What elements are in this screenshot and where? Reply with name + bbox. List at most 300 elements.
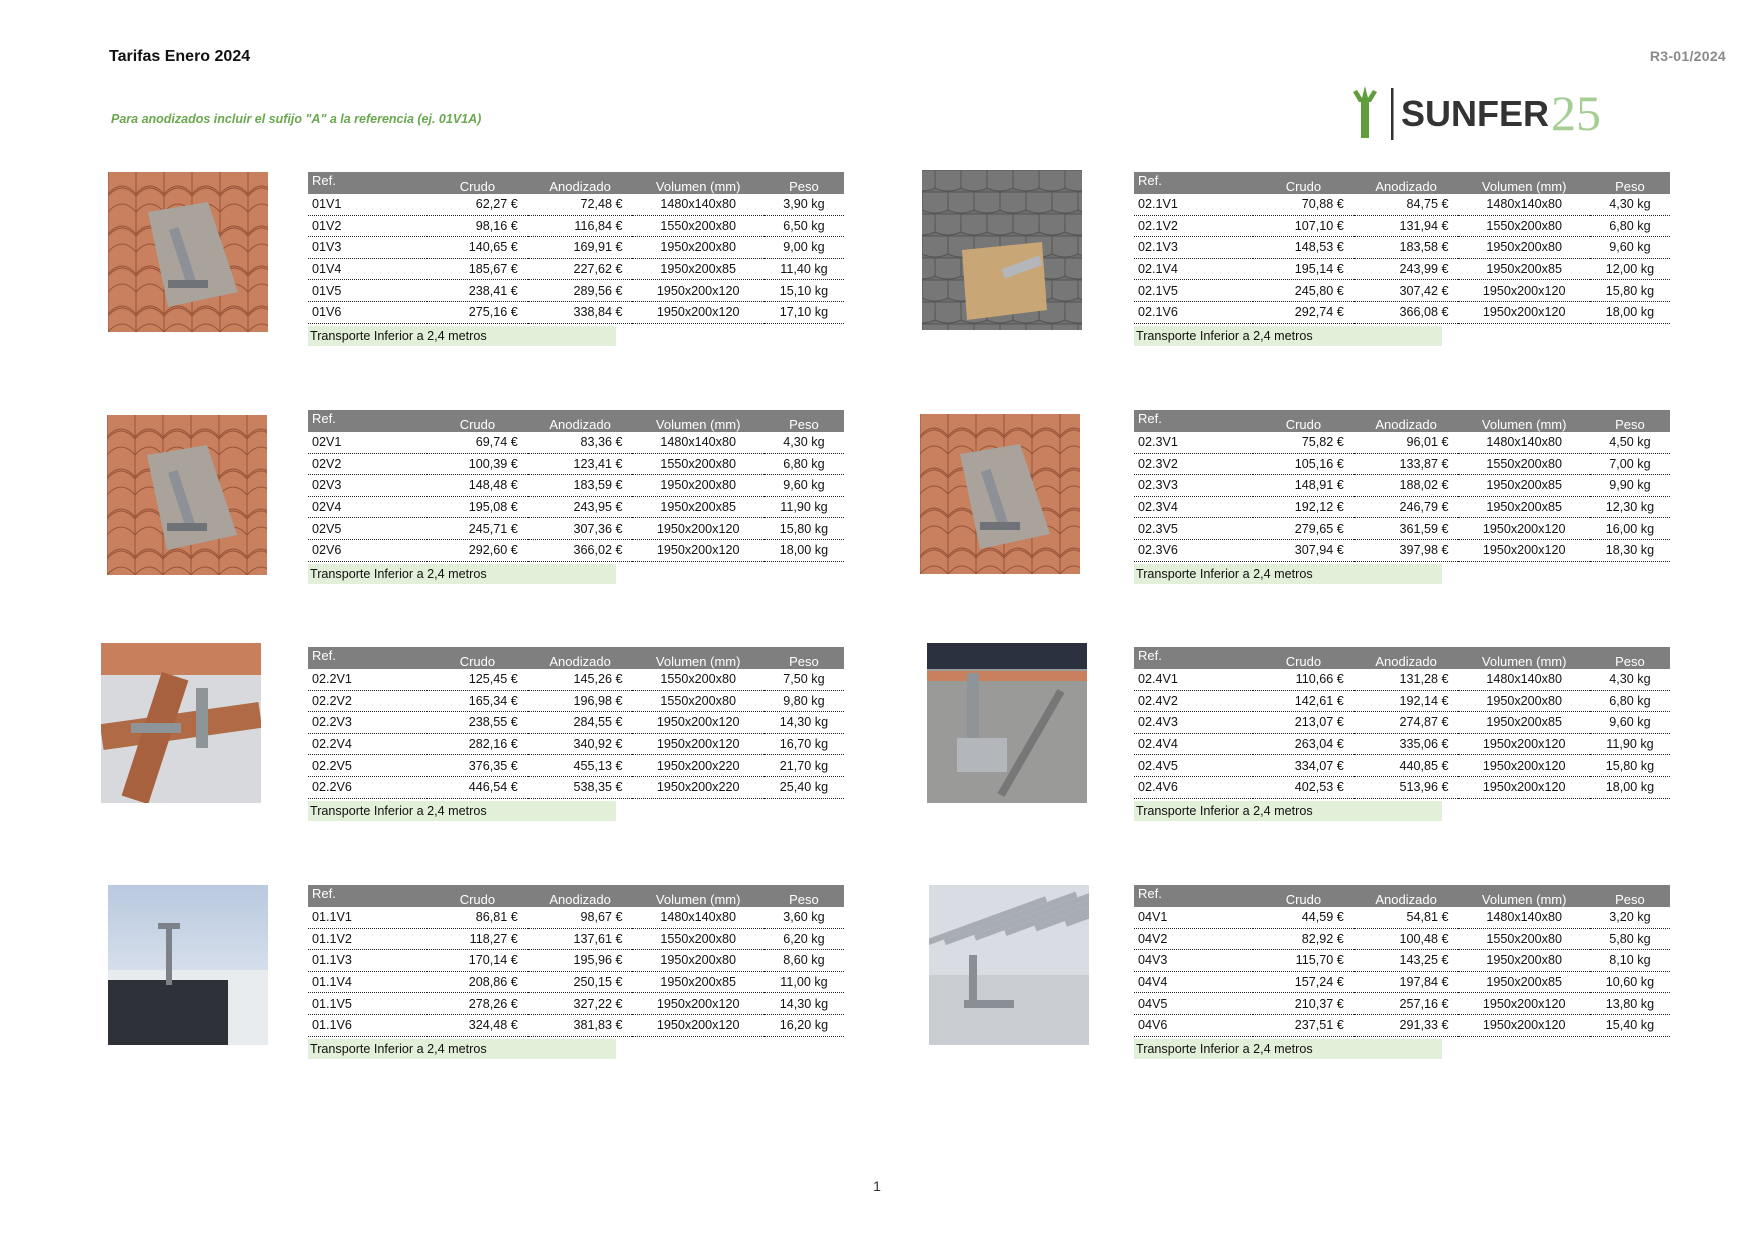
cell-volumen: 1480x140x80 bbox=[632, 907, 763, 928]
cell-ref: 02.3V3 bbox=[1134, 475, 1253, 497]
cell-crudo: 446,54 € bbox=[427, 776, 528, 798]
table-row bbox=[1134, 518, 1670, 540]
cell-anodizado: 538,35 € bbox=[528, 776, 633, 798]
cell-volumen: 1950x200x120 bbox=[1458, 301, 1589, 323]
svg-text:25: 25 bbox=[1551, 85, 1601, 141]
cell-anodizado: 440,85 € bbox=[1354, 755, 1459, 777]
cell-volumen: 1950x200x80 bbox=[632, 950, 763, 972]
col-header-volumen: Volumen (mm) bbox=[1458, 647, 1589, 669]
col-header-peso: Peso bbox=[1590, 172, 1670, 194]
cell-peso: 16,70 kg bbox=[764, 733, 844, 755]
col-header-volumen: Volumen (mm) bbox=[632, 410, 763, 432]
cell-anodizado: 307,36 € bbox=[528, 518, 633, 540]
cell-peso: 11,00 kg bbox=[764, 971, 844, 993]
cell-ref: 01.1V4 bbox=[308, 971, 427, 993]
transport-note: Transporte Inferior a 2,4 metros bbox=[1134, 1039, 1442, 1059]
cell-anodizado: 284,55 € bbox=[528, 712, 633, 734]
cell-ref: 02V6 bbox=[308, 539, 427, 561]
cell-crudo: 148,53 € bbox=[1253, 237, 1354, 259]
cell-peso: 18,30 kg bbox=[1590, 539, 1670, 561]
cell-peso: 8,60 kg bbox=[764, 950, 844, 972]
cell-peso: 9,60 kg bbox=[1590, 237, 1670, 259]
cell-anodizado: 123,41 € bbox=[528, 453, 633, 475]
table-row bbox=[308, 475, 844, 497]
cell-volumen: 1550x200x80 bbox=[1458, 928, 1589, 950]
transport-note: Transporte Inferior a 2,4 metros bbox=[308, 326, 616, 346]
cell-ref: 02V2 bbox=[308, 453, 427, 475]
price-table bbox=[308, 410, 844, 562]
cell-volumen: 1550x200x80 bbox=[632, 215, 763, 237]
cell-peso: 11,90 kg bbox=[764, 496, 844, 518]
table-row bbox=[308, 518, 844, 540]
col-header-anodizado: Anodizado bbox=[1354, 172, 1459, 194]
cell-crudo: 69,74 € bbox=[427, 432, 528, 453]
table-row bbox=[308, 690, 844, 712]
col-header-crudo: Crudo bbox=[427, 647, 528, 669]
table-row bbox=[308, 280, 844, 302]
cell-ref: 01V4 bbox=[308, 258, 427, 280]
col-header-volumen: Volumen (mm) bbox=[632, 647, 763, 669]
cell-volumen: 1950x200x85 bbox=[1458, 475, 1589, 497]
table-row bbox=[1134, 215, 1670, 237]
table-header-row bbox=[1134, 885, 1670, 907]
cell-ref: 02V3 bbox=[308, 475, 427, 497]
col-header-peso: Peso bbox=[1590, 885, 1670, 907]
cell-crudo: 292,60 € bbox=[427, 539, 528, 561]
cell-crudo: 238,41 € bbox=[427, 280, 528, 302]
cell-crudo: 105,16 € bbox=[1253, 453, 1354, 475]
cell-ref: 04V1 bbox=[1134, 907, 1253, 928]
cell-peso: 3,20 kg bbox=[1590, 907, 1670, 928]
cell-volumen: 1950x200x120 bbox=[632, 733, 763, 755]
price-table bbox=[308, 172, 844, 324]
cell-volumen: 1550x200x80 bbox=[632, 690, 763, 712]
transport-note: Transporte Inferior a 2,4 metros bbox=[1134, 801, 1442, 821]
table-row bbox=[1134, 669, 1670, 690]
cell-volumen: 1950x200x120 bbox=[632, 993, 763, 1015]
cell-volumen: 1950x200x120 bbox=[1458, 518, 1589, 540]
cell-crudo: 245,71 € bbox=[427, 518, 528, 540]
col-header-crudo: Crudo bbox=[427, 885, 528, 907]
table-row bbox=[308, 432, 844, 453]
col-header-anodizado: Anodizado bbox=[528, 885, 633, 907]
cell-volumen: 1950x200x120 bbox=[632, 280, 763, 302]
cell-crudo: 208,86 € bbox=[427, 971, 528, 993]
cell-anodizado: 96,01 € bbox=[1354, 432, 1459, 453]
cell-anodizado: 250,15 € bbox=[528, 971, 633, 993]
col-header-peso: Peso bbox=[764, 647, 844, 669]
cell-peso: 7,00 kg bbox=[1590, 453, 1670, 475]
flat-roof-rail-photo bbox=[929, 885, 1089, 1045]
col-header-anodizado: Anodizado bbox=[1354, 647, 1459, 669]
cell-volumen: 1950x200x120 bbox=[1458, 755, 1589, 777]
cell-ref: 04V3 bbox=[1134, 950, 1253, 972]
cell-peso: 11,40 kg bbox=[764, 258, 844, 280]
cell-anodizado: 243,99 € bbox=[1354, 258, 1459, 280]
cell-peso: 14,30 kg bbox=[764, 993, 844, 1015]
table-row bbox=[1134, 690, 1670, 712]
cell-crudo: 170,14 € bbox=[427, 950, 528, 972]
cell-anodizado: 84,75 € bbox=[1354, 194, 1459, 215]
cell-volumen: 1950x200x80 bbox=[632, 475, 763, 497]
cell-peso: 18,00 kg bbox=[764, 539, 844, 561]
cell-anodizado: 169,91 € bbox=[528, 237, 633, 259]
cell-volumen: 1950x200x120 bbox=[632, 1014, 763, 1036]
cell-anodizado: 183,59 € bbox=[528, 475, 633, 497]
cell-volumen: 1950x200x85 bbox=[1458, 258, 1589, 280]
cell-peso: 15,80 kg bbox=[764, 518, 844, 540]
cell-volumen: 1950x200x120 bbox=[632, 539, 763, 561]
table-row bbox=[1134, 1014, 1670, 1036]
cell-crudo: 62,27 € bbox=[427, 194, 528, 215]
col-header-volumen: Volumen (mm) bbox=[1458, 172, 1589, 194]
cell-crudo: 195,14 € bbox=[1253, 258, 1354, 280]
table-row bbox=[1134, 755, 1670, 777]
transport-note: Transporte Inferior a 2,4 metros bbox=[308, 801, 616, 821]
cell-peso: 4,50 kg bbox=[1590, 432, 1670, 453]
cell-peso: 25,40 kg bbox=[764, 776, 844, 798]
table-row bbox=[308, 993, 844, 1015]
col-header-peso: Peso bbox=[764, 172, 844, 194]
cell-peso: 12,00 kg bbox=[1590, 258, 1670, 280]
cell-peso: 6,80 kg bbox=[764, 453, 844, 475]
cell-ref: 02.4V1 bbox=[1134, 669, 1253, 690]
cell-ref: 02.4V5 bbox=[1134, 755, 1253, 777]
cell-peso: 15,80 kg bbox=[1590, 755, 1670, 777]
cell-ref: 02.1V1 bbox=[1134, 194, 1253, 215]
cell-peso: 3,90 kg bbox=[764, 194, 844, 215]
price-table bbox=[308, 647, 844, 799]
cell-peso: 16,20 kg bbox=[764, 1014, 844, 1036]
table-row bbox=[1134, 194, 1670, 215]
table-row bbox=[308, 194, 844, 215]
cell-crudo: 86,81 € bbox=[427, 907, 528, 928]
cell-crudo: 125,45 € bbox=[427, 669, 528, 690]
col-header-peso: Peso bbox=[764, 885, 844, 907]
cell-anodizado: 397,98 € bbox=[1354, 539, 1459, 561]
cell-ref: 02.4V4 bbox=[1134, 733, 1253, 755]
cell-ref: 02.3V1 bbox=[1134, 432, 1253, 453]
cell-anodizado: 243,95 € bbox=[528, 496, 633, 518]
cell-anodizado: 137,61 € bbox=[528, 928, 633, 950]
cell-ref: 02.3V5 bbox=[1134, 518, 1253, 540]
cell-ref: 01.1V1 bbox=[308, 907, 427, 928]
cell-peso: 8,10 kg bbox=[1590, 950, 1670, 972]
cell-ref: 02V5 bbox=[308, 518, 427, 540]
table-row bbox=[308, 258, 844, 280]
cell-anodizado: 257,16 € bbox=[1354, 993, 1459, 1015]
cell-peso: 15,10 kg bbox=[764, 280, 844, 302]
cell-peso: 12,30 kg bbox=[1590, 496, 1670, 518]
cell-anodizado: 246,79 € bbox=[1354, 496, 1459, 518]
cell-volumen: 1950x200x80 bbox=[1458, 237, 1589, 259]
cell-crudo: 245,80 € bbox=[1253, 280, 1354, 302]
cell-ref: 02.2V3 bbox=[308, 712, 427, 734]
cell-crudo: 82,92 € bbox=[1253, 928, 1354, 950]
cell-crudo: 98,16 € bbox=[427, 215, 528, 237]
cell-crudo: 140,65 € bbox=[427, 237, 528, 259]
col-header-anodizado: Anodizado bbox=[1354, 885, 1459, 907]
cell-volumen: 1550x200x80 bbox=[632, 453, 763, 475]
document-code: R3-01/2024 bbox=[1649, 48, 1726, 64]
cell-volumen: 1950x200x85 bbox=[632, 258, 763, 280]
cell-ref: 02.1V5 bbox=[1134, 280, 1253, 302]
cell-peso: 14,30 kg bbox=[764, 712, 844, 734]
cell-peso: 9,60 kg bbox=[1590, 712, 1670, 734]
cell-volumen: 1480x140x80 bbox=[632, 194, 763, 215]
table-row bbox=[308, 776, 844, 798]
table-header-row bbox=[308, 410, 844, 432]
cell-ref: 02.2V1 bbox=[308, 669, 427, 690]
table-row bbox=[308, 453, 844, 475]
col-header-crudo: Crudo bbox=[427, 172, 528, 194]
flat-roof-post-photo bbox=[108, 885, 268, 1045]
cell-volumen: 1950x200x85 bbox=[1458, 496, 1589, 518]
cell-crudo: 263,04 € bbox=[1253, 733, 1354, 755]
cell-volumen: 1480x140x80 bbox=[1458, 194, 1589, 215]
cell-volumen: 1950x200x120 bbox=[1458, 280, 1589, 302]
col-header-ref: Ref. bbox=[1134, 410, 1253, 432]
cell-anodizado: 145,26 € bbox=[528, 669, 633, 690]
cell-crudo: 185,67 € bbox=[427, 258, 528, 280]
cell-peso: 17,10 kg bbox=[764, 301, 844, 323]
cell-peso: 9,00 kg bbox=[764, 237, 844, 259]
table-row bbox=[1134, 907, 1670, 928]
col-header-ref: Ref. bbox=[308, 410, 427, 432]
cell-volumen: 1950x200x120 bbox=[1458, 733, 1589, 755]
cell-anodizado: 116,84 € bbox=[528, 215, 633, 237]
cell-anodizado: 327,22 € bbox=[528, 993, 633, 1015]
col-header-crudo: Crudo bbox=[1253, 172, 1354, 194]
cell-ref: 04V6 bbox=[1134, 1014, 1253, 1036]
cell-crudo: 292,74 € bbox=[1253, 301, 1354, 323]
tile-roof-hook-photo bbox=[108, 172, 268, 332]
cell-ref: 02.1V2 bbox=[1134, 215, 1253, 237]
cell-crudo: 279,65 € bbox=[1253, 518, 1354, 540]
cell-ref: 02.3V2 bbox=[1134, 453, 1253, 475]
cell-peso: 13,80 kg bbox=[1590, 993, 1670, 1015]
cell-peso: 4,30 kg bbox=[1590, 669, 1670, 690]
table-row bbox=[1134, 280, 1670, 302]
col-header-volumen: Volumen (mm) bbox=[632, 885, 763, 907]
cell-volumen: 1950x200x80 bbox=[1458, 690, 1589, 712]
cell-peso: 9,90 kg bbox=[1590, 475, 1670, 497]
cell-anodizado: 227,62 € bbox=[528, 258, 633, 280]
transport-note: Transporte Inferior a 2,4 metros bbox=[308, 1039, 616, 1059]
cell-peso: 9,60 kg bbox=[764, 475, 844, 497]
col-header-anodizado: Anodizado bbox=[528, 647, 633, 669]
cell-crudo: 44,59 € bbox=[1253, 907, 1354, 928]
cell-peso: 11,90 kg bbox=[1590, 733, 1670, 755]
cell-crudo: 192,12 € bbox=[1253, 496, 1354, 518]
col-header-volumen: Volumen (mm) bbox=[632, 172, 763, 194]
cell-anodizado: 192,14 € bbox=[1354, 690, 1459, 712]
cell-ref: 01.1V2 bbox=[308, 928, 427, 950]
cell-ref: 02.1V4 bbox=[1134, 258, 1253, 280]
cell-peso: 6,80 kg bbox=[1590, 690, 1670, 712]
cell-ref: 04V4 bbox=[1134, 971, 1253, 993]
table-row bbox=[1134, 712, 1670, 734]
cell-ref: 02.4V2 bbox=[1134, 690, 1253, 712]
cell-crudo: 157,24 € bbox=[1253, 971, 1354, 993]
cell-ref: 04V2 bbox=[1134, 928, 1253, 950]
cell-volumen: 1950x200x120 bbox=[1458, 776, 1589, 798]
cell-anodizado: 196,98 € bbox=[528, 690, 633, 712]
cell-peso: 18,00 kg bbox=[1590, 301, 1670, 323]
cell-anodizado: 183,58 € bbox=[1354, 237, 1459, 259]
cell-anodizado: 361,59 € bbox=[1354, 518, 1459, 540]
cell-crudo: 238,55 € bbox=[427, 712, 528, 734]
price-table bbox=[1134, 410, 1670, 562]
cell-volumen: 1480x140x80 bbox=[632, 432, 763, 453]
cell-volumen: 1950x200x220 bbox=[632, 755, 763, 777]
cell-anodizado: 54,81 € bbox=[1354, 907, 1459, 928]
cell-anodizado: 455,13 € bbox=[528, 755, 633, 777]
cell-ref: 02.4V3 bbox=[1134, 712, 1253, 734]
cell-ref: 02.3V6 bbox=[1134, 539, 1253, 561]
cell-volumen: 1480x140x80 bbox=[1458, 669, 1589, 690]
cell-peso: 4,30 kg bbox=[764, 432, 844, 453]
cell-anodizado: 274,87 € bbox=[1354, 712, 1459, 734]
cell-volumen: 1950x200x85 bbox=[632, 971, 763, 993]
table-row bbox=[308, 215, 844, 237]
cell-crudo: 115,70 € bbox=[1253, 950, 1354, 972]
cell-ref: 01V3 bbox=[308, 237, 427, 259]
cell-volumen: 1950x200x85 bbox=[1458, 712, 1589, 734]
table-header-row bbox=[308, 647, 844, 669]
cell-anodizado: 366,08 € bbox=[1354, 301, 1459, 323]
table-row bbox=[1134, 237, 1670, 259]
cell-anodizado: 195,96 € bbox=[528, 950, 633, 972]
slate-roof-hook-photo bbox=[922, 170, 1082, 330]
tile-roof-bracket-photo bbox=[107, 415, 267, 575]
cell-volumen: 1550x200x80 bbox=[1458, 453, 1589, 475]
cell-anodizado: 381,83 € bbox=[528, 1014, 633, 1036]
cell-volumen: 1480x140x80 bbox=[1458, 907, 1589, 928]
col-header-peso: Peso bbox=[1590, 410, 1670, 432]
cell-crudo: 142,61 € bbox=[1253, 690, 1354, 712]
cell-anodizado: 133,87 € bbox=[1354, 453, 1459, 475]
table-row bbox=[308, 971, 844, 993]
cell-ref: 04V5 bbox=[1134, 993, 1253, 1015]
cell-crudo: 107,10 € bbox=[1253, 215, 1354, 237]
col-header-ref: Ref. bbox=[308, 647, 427, 669]
cell-ref: 02.1V3 bbox=[1134, 237, 1253, 259]
col-header-anodizado: Anodizado bbox=[1354, 410, 1459, 432]
table-row bbox=[1134, 971, 1670, 993]
cell-anodizado: 72,48 € bbox=[528, 194, 633, 215]
cell-volumen: 1550x200x80 bbox=[632, 669, 763, 690]
table-header-row bbox=[308, 885, 844, 907]
cell-volumen: 1950x200x120 bbox=[632, 301, 763, 323]
cell-peso: 9,80 kg bbox=[764, 690, 844, 712]
table-header-row bbox=[1134, 647, 1670, 669]
cell-peso: 7,50 kg bbox=[764, 669, 844, 690]
table-header-row bbox=[1134, 172, 1670, 194]
curved-tile-bracket-photo bbox=[920, 414, 1080, 574]
cell-anodizado: 131,28 € bbox=[1354, 669, 1459, 690]
cell-volumen: 1950x200x120 bbox=[1458, 539, 1589, 561]
transport-note: Transporte Inferior a 2,4 metros bbox=[1134, 326, 1442, 346]
cell-peso: 21,70 kg bbox=[764, 755, 844, 777]
table-row bbox=[1134, 733, 1670, 755]
cell-ref: 01V1 bbox=[308, 194, 427, 215]
cell-ref: 02.2V2 bbox=[308, 690, 427, 712]
cell-crudo: 275,16 € bbox=[427, 301, 528, 323]
cell-crudo: 110,66 € bbox=[1253, 669, 1354, 690]
table-row bbox=[308, 755, 844, 777]
cell-volumen: 1950x200x120 bbox=[632, 518, 763, 540]
cell-crudo: 324,48 € bbox=[427, 1014, 528, 1036]
transport-note: Transporte Inferior a 2,4 metros bbox=[1134, 564, 1442, 584]
cell-anodizado: 197,84 € bbox=[1354, 971, 1459, 993]
cell-peso: 10,60 kg bbox=[1590, 971, 1670, 993]
transport-note: Transporte Inferior a 2,4 metros bbox=[308, 564, 616, 584]
table-row bbox=[308, 712, 844, 734]
cell-volumen: 1950x200x120 bbox=[632, 712, 763, 734]
col-header-ref: Ref. bbox=[308, 172, 427, 194]
cell-ref: 01.1V5 bbox=[308, 993, 427, 1015]
table-row bbox=[1134, 993, 1670, 1015]
table-row bbox=[308, 928, 844, 950]
cell-anodizado: 307,42 € bbox=[1354, 280, 1459, 302]
table-row bbox=[1134, 432, 1670, 453]
table-row bbox=[1134, 496, 1670, 518]
table-row bbox=[1134, 776, 1670, 798]
cell-anodizado: 340,92 € bbox=[528, 733, 633, 755]
price-table bbox=[1134, 647, 1670, 799]
col-header-crudo: Crudo bbox=[1253, 885, 1354, 907]
cell-crudo: 148,48 € bbox=[427, 475, 528, 497]
col-header-ref: Ref. bbox=[308, 885, 427, 907]
cell-crudo: 376,35 € bbox=[427, 755, 528, 777]
cell-crudo: 213,07 € bbox=[1253, 712, 1354, 734]
cell-volumen: 1950x200x85 bbox=[632, 496, 763, 518]
table-row bbox=[1134, 258, 1670, 280]
cell-peso: 16,00 kg bbox=[1590, 518, 1670, 540]
cell-anodizado: 291,33 € bbox=[1354, 1014, 1459, 1036]
svg-text:SUNFER: SUNFER bbox=[1401, 93, 1550, 134]
cell-crudo: 334,07 € bbox=[1253, 755, 1354, 777]
table-row bbox=[1134, 539, 1670, 561]
cell-ref: 02V1 bbox=[308, 432, 427, 453]
cell-crudo: 282,16 € bbox=[427, 733, 528, 755]
timber-rafter-bracket-photo bbox=[101, 643, 261, 803]
cell-anodizado: 335,06 € bbox=[1354, 733, 1459, 755]
cell-crudo: 165,34 € bbox=[427, 690, 528, 712]
col-header-anodizado: Anodizado bbox=[528, 172, 633, 194]
cell-crudo: 278,26 € bbox=[427, 993, 528, 1015]
cell-ref: 01.1V6 bbox=[308, 1014, 427, 1036]
cell-crudo: 118,27 € bbox=[427, 928, 528, 950]
cell-peso: 6,50 kg bbox=[764, 215, 844, 237]
col-header-crudo: Crudo bbox=[427, 410, 528, 432]
price-table bbox=[1134, 172, 1670, 324]
cell-volumen: 1950x200x120 bbox=[1458, 1014, 1589, 1036]
cell-crudo: 237,51 € bbox=[1253, 1014, 1354, 1036]
table-row bbox=[1134, 453, 1670, 475]
col-header-crudo: Crudo bbox=[1253, 647, 1354, 669]
cell-ref: 02.1V6 bbox=[1134, 301, 1253, 323]
cell-anodizado: 143,25 € bbox=[1354, 950, 1459, 972]
col-header-ref: Ref. bbox=[1134, 647, 1253, 669]
cell-peso: 6,20 kg bbox=[764, 928, 844, 950]
cell-volumen: 1950x200x120 bbox=[1458, 993, 1589, 1015]
cell-anodizado: 98,67 € bbox=[528, 907, 633, 928]
cell-crudo: 75,82 € bbox=[1253, 432, 1354, 453]
cell-peso: 3,60 kg bbox=[764, 907, 844, 928]
cell-volumen: 1550x200x80 bbox=[1458, 215, 1589, 237]
